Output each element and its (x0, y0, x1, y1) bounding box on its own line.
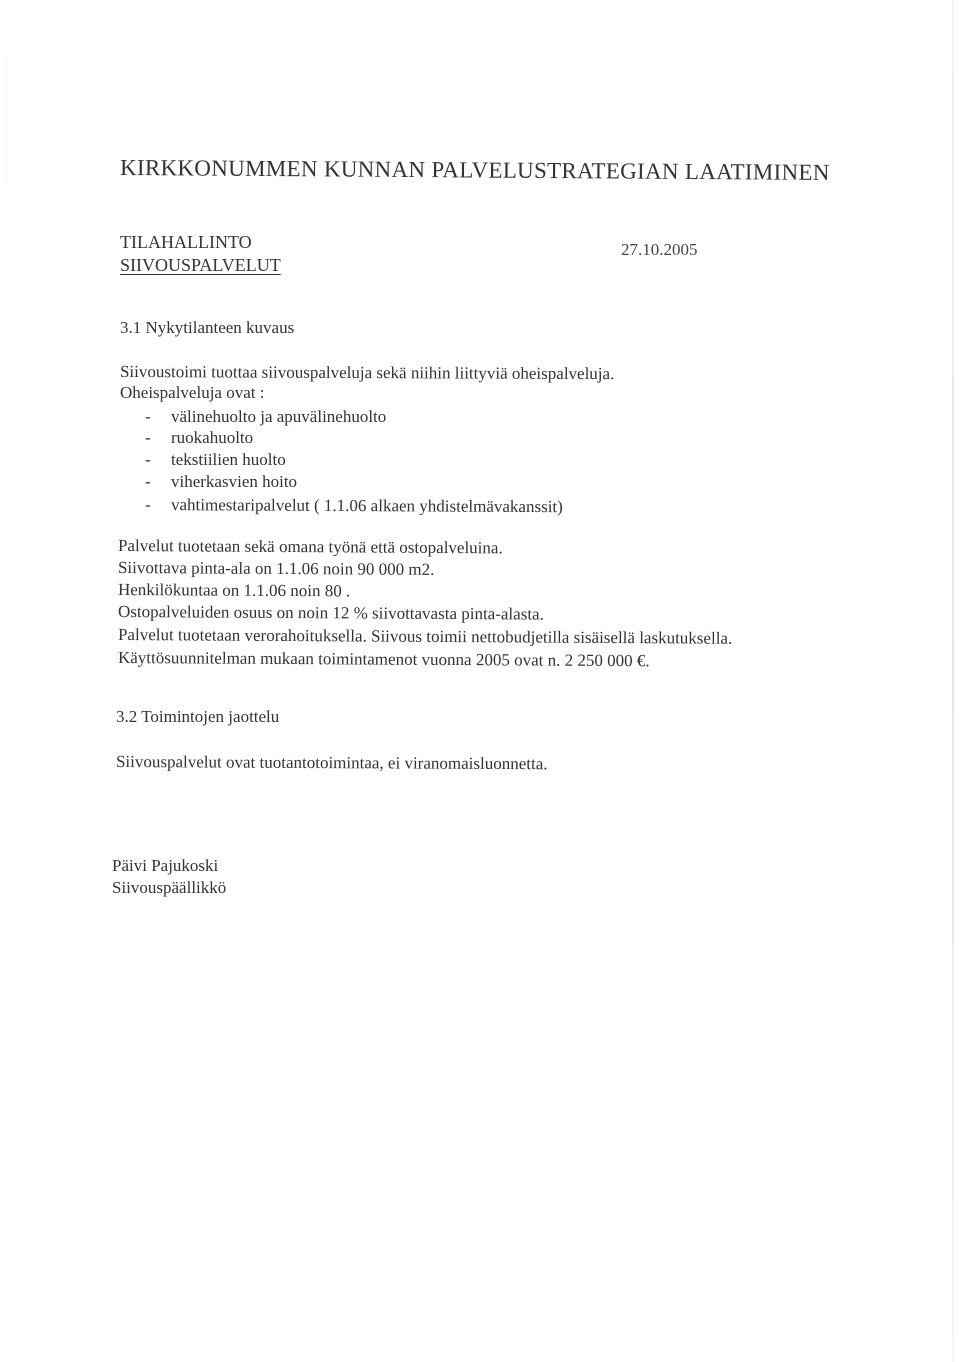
department-label: TILAHALLINTO (120, 232, 252, 252)
document-title: KIRKKONUMMEN KUNNAN PALVELUSTRATEGIAN LAATIMINEN (119, 155, 830, 185)
bullet-item (145, 428, 253, 448)
signature-name: Päivi Pajukoski (112, 856, 219, 875)
fact-line: Ostopalveluiden osuus on noin 12 % siivottavasta pinta-alasta. (117, 602, 544, 624)
section-1-intro-line-2: Oheispalveluja ovat : (120, 383, 265, 402)
section-1-heading: 3.1 Nykytilanteen kuvaus (120, 318, 295, 337)
document-date: 27.10.2005 (621, 240, 698, 259)
bullet-item (145, 407, 386, 427)
bullet-item (145, 450, 286, 470)
bullet-text: viherkasvien hoito (171, 472, 298, 491)
bullet-text: tekstiilien huolto (171, 450, 286, 469)
bullet-text: ruokahuolto (171, 428, 254, 447)
bullet-item (145, 495, 563, 517)
bullet-marker: - (145, 407, 151, 426)
fact-line: Siivottava pinta-ala on 1.1.06 noin 90 000 m2. (117, 558, 435, 579)
fact-line: Palvelut tuotetaan sekä omana työnä että ostopalveluina. (117, 536, 503, 558)
scan-edge-left (6, 60, 7, 180)
section-2-text: Siivouspalvelut ovat tuotantotoimintaa, ei viranomaisluonnetta. (115, 752, 548, 774)
bullet-marker: - (145, 472, 151, 491)
bullet-text: vahtimestaripalvelut ( 1.1.06 alkaen yhdistelmävakanssit) (170, 495, 563, 517)
section-1-intro-line-1: Siivoustoimi tuottaa siivouspalveluja sekä niihin liittyviä oheispalveluja. (119, 362, 615, 384)
fact-line: Käyttösuunnitelman mukaan toimintamenot vuonna 2005 ovat n. 2 250 000 €. (117, 648, 650, 671)
signature-role: Siivouspäällikkö (112, 878, 227, 897)
bullet-marker: - (145, 450, 151, 469)
bullet-item (145, 472, 297, 492)
unit-label: SIIVOUSPALVELUT (120, 255, 281, 275)
scan-edge-right (952, 0, 954, 1362)
bullet-marker: - (144, 495, 151, 515)
bullet-marker: - (145, 428, 151, 447)
fact-line: Henkilökuntaa on 1.1.06 noin 80 . (117, 580, 351, 601)
section-2-heading: 3.2 Toimintojen jaottelu (116, 707, 280, 726)
bullet-text: välinehuolto ja apuvälinehuolto (171, 407, 387, 426)
fact-line: Palvelut tuotetaan verorahoituksella. Siivous toimii nettobudjetilla sisäisellä laskutuksella. (117, 625, 733, 648)
